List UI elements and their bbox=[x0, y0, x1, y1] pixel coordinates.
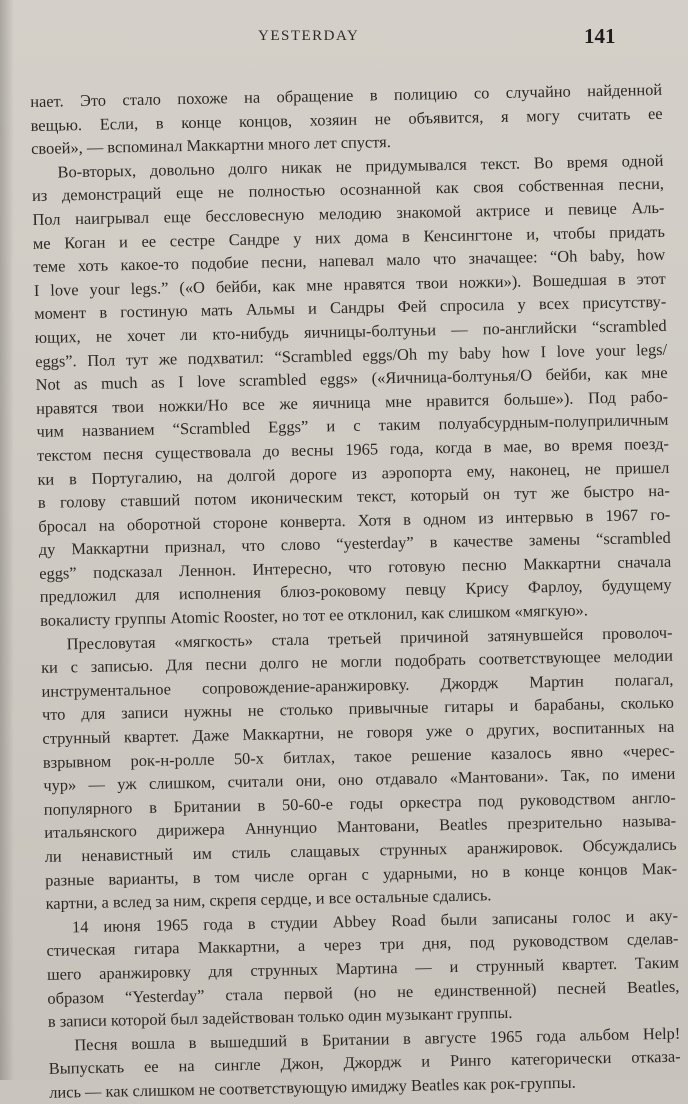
text-line: Пресловутая «мягкость» стала третьей причиной затянувшейся проволоч- bbox=[66, 622, 673, 654]
text-line: I love your legs.” («О бейби, как мне нравятся твои ножки»). Вошедшая в этот bbox=[33, 268, 666, 300]
text-line: Во-вторых, довольно долго никак не придумывался текст. Во время одной bbox=[57, 150, 664, 182]
text-line: взрывном рок-н-ролле 50-х битлах, такое решение казалось явно «черес- bbox=[42, 740, 675, 772]
text-line: 14 июня 1965 года в студии Abbey Road были записаны голос и аку- bbox=[71, 905, 679, 937]
text-line: eggs”. Пол тут же подхватил: “Scrambled eggs/Oh my baby how I love your legs/ bbox=[35, 339, 668, 371]
text-line: ду Маккартни признал, что слово “yesterday” в качестве замены “scrambled bbox=[38, 528, 671, 560]
text-line: из демонстраций еще не полностью осознанной как своя собственная песни, bbox=[31, 174, 665, 206]
text-line: Песня вошла в вышедший в Британии в августе 1965 года альбом Help! bbox=[74, 1023, 681, 1055]
text-line: что для записи нужны не столько привычные гитары и барабаны, сколько bbox=[41, 693, 675, 725]
text-line: разные варианты, в том числе орган с ударными, но в конце концов Мак- bbox=[44, 858, 678, 890]
text-line: своей», — вспоминал Маккартни много лет спустя. bbox=[30, 132, 392, 159]
text-line: момент в гостиную мать Альмы и Сандры Фей спросила у всех присутству- bbox=[34, 292, 667, 324]
text-line: ки в Португалию, на долгой дороге из аэропорта ему, наконец, не пришел bbox=[37, 457, 670, 489]
text-line: популярного в Британии в 50-60-е годы оркестра под руководством англо- bbox=[43, 787, 676, 819]
paragraph bbox=[46, 903, 680, 1033]
text-line: в записи которой был задействован только один музыкант группы. bbox=[47, 1003, 513, 1031]
page-number: 141 bbox=[584, 24, 616, 48]
text-line: Пол наигрывал еще бессловесную мелодию знакомой актрисе и певице Аль- bbox=[32, 197, 665, 229]
text-line: нает. Это стало похоже на обращение в полицию со случайно найденной bbox=[30, 79, 663, 111]
text-line: ки с записью. Для песни долго не могли подобрать соответствующее мелодии bbox=[40, 646, 674, 678]
text-line: шего аранжировку для струнных Мартина — и струнный квартет. Таким bbox=[46, 952, 680, 984]
text-line: eggs” подсказал Леннон. Интересно, что готовую песню Маккартни сначала bbox=[39, 551, 672, 583]
text-line: нравятся твои ножки/Но все же яичница мне нравится больше»). Под рабо- bbox=[35, 386, 669, 418]
text-line: лись — как слишком не соответствующую имиджу Beatles как рок-группы. bbox=[49, 1072, 576, 1102]
text-line: струнный квартет. Даже Маккартни, не говоря уже о других, воспитанных на bbox=[42, 716, 675, 748]
text-line: бросал на оборотной стороне конверта. Хотя в одном из интервью в 1967 го- bbox=[38, 504, 671, 536]
text-line: картни, а вслед за ним, скрепя сердце, и все остальные сдались. bbox=[45, 885, 492, 914]
paragraph bbox=[30, 78, 663, 161]
paragraph bbox=[31, 149, 672, 633]
text-line: ме Коган и ее сестре Сандре у них дома в Кенсингтоне и, чтобы придать bbox=[32, 221, 666, 253]
body-text bbox=[30, 78, 681, 1104]
text-line: в голову ставший потом иконическим текст, который он тут же быстро на- bbox=[37, 480, 670, 513]
paragraph bbox=[40, 620, 677, 915]
text-line: стическая гитара Маккартни, а через три дня, под руководством сделав- bbox=[46, 929, 679, 961]
text-line: вокалисту группы Atomic Rooster, но тот ее отклонил, как слишком «мягкую». bbox=[40, 600, 589, 630]
text-line: инструментальное сопровождение-аранжировку. Джордж Мартин полагал, bbox=[41, 669, 674, 701]
text-line: ющих, не хочет ли кто-нибудь яичницы-болтуньи — по-английски “scrambled bbox=[34, 315, 667, 347]
text-line: ли ненавистный им стиль слащавых струнных аранжировок. Обсуждались bbox=[44, 834, 677, 866]
text-line: текстом песня существовала до весны 1965 года, когда в мае, во время поезд- bbox=[36, 433, 670, 465]
text-line: чим названием “Scrambled Eggs” и с таким полуабсурдным-полуприличным bbox=[36, 410, 669, 442]
page-header bbox=[0, 22, 688, 52]
text-line: образом “Yesterday” стала первой (но не единственной) песней Beatles, bbox=[47, 976, 680, 1008]
text-line: Not as much as I love scrambled eggs» («Яичница-болтунья/О бейби, как мне bbox=[35, 362, 668, 395]
text-line: чур» — уж слишком, считали они, оно отдавало «Мантовани». Так, по имени bbox=[43, 763, 676, 796]
text-line: предложил для исполнения блюз-роковому певцу Крису Фарлоу, будущему bbox=[39, 575, 672, 607]
running-head: YESTERDAY bbox=[258, 28, 360, 44]
text-line: вещью. Если, в конце концов, хозяин не объявится, я могу считать ее bbox=[30, 103, 663, 135]
text-line: теме хоть какое-то подобие песни, напевал мало что значащее: “Oh baby, how bbox=[33, 244, 666, 277]
paragraph bbox=[48, 1021, 681, 1104]
page-gutter-shadow bbox=[0, 0, 14, 1080]
text-line: Выпускать ее на сингле Джон, Джордж и Ринго категорически отказа- bbox=[48, 1047, 681, 1079]
text-line: итальянского дирижера Аннунцио Мантовани, Beatles презрительно называ- bbox=[44, 811, 677, 843]
